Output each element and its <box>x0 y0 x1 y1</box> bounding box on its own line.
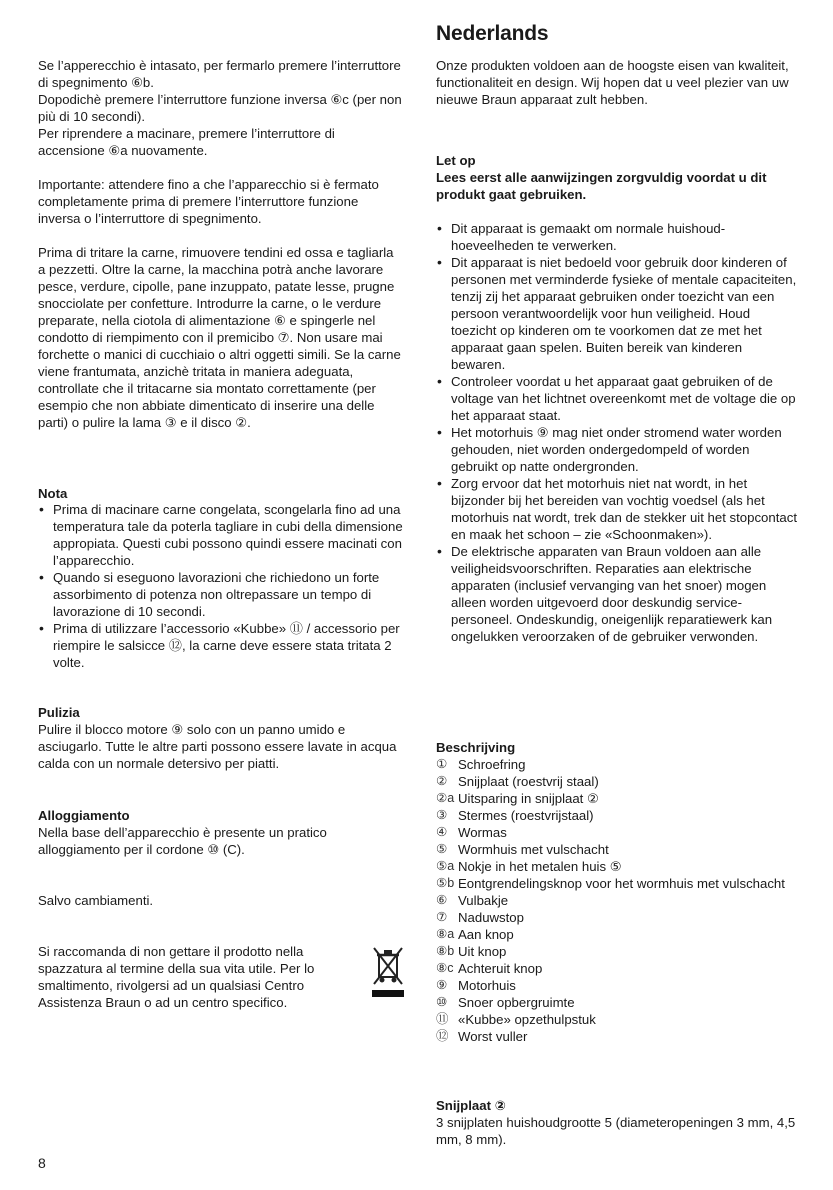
paragraph: Dopodichè premere l’interruttore funzione inversa ⑥c (per non più di 10 secondi). <box>38 92 402 124</box>
list-item <box>436 977 798 994</box>
part-label: Wormas <box>458 825 507 840</box>
part-number: ① <box>436 757 448 771</box>
part-label: Worst vuller <box>458 1029 528 1044</box>
list-item <box>436 807 798 824</box>
part-label: Aan knop <box>458 927 514 942</box>
list-item <box>436 960 798 977</box>
page-number: 8 <box>38 1155 46 1171</box>
part-label: Snoer opbergruimte <box>458 995 575 1010</box>
crossed-out-wheelie-bin-icon <box>371 944 405 1000</box>
list-item <box>436 875 798 892</box>
list-item: • Prima di utilizzare l’accessorio «Kubbe» ⑪ / accessorio per riempire le salsicce ⑫, la carne deve essere stata tritata 2 volte. <box>38 620 403 671</box>
list-item: • Quando si eseguono lavorazioni che richiedono un forte assorbimento di potenza non oltrepassare un tempo di lavorazione di 10 secondi. <box>38 569 403 620</box>
part-number: ⑧c <box>436 961 454 975</box>
snijplaat-heading: Snijplaat ② <box>436 1098 506 1113</box>
list-item <box>436 994 798 1011</box>
list-item <box>436 892 798 909</box>
pulizia-heading: Pulizia <box>38 705 80 720</box>
list-item <box>436 841 798 858</box>
part-label: Naduwstop <box>458 910 524 925</box>
part-number: ⑧b <box>436 944 455 958</box>
alloggiamento-heading: Alloggiamento <box>38 808 130 823</box>
alloggiamento-text: Nella base dell’apparecchio è presente un pratico alloggiamento per il cordone ⑩ (C). <box>38 825 327 857</box>
list-item <box>436 824 798 841</box>
list-item: • De elektrische apparaten van Braun voldoen aan alle veiligheidsvoorschriften. Reparaties aan elektrische apparaten (inclusief vervanging van het snoer) mogen alleen worden uitgevoerd door deskundig service-personeel. Ondeskundig, oneigenlijk reparatiewerk kan ongelukken veroorzaken of de gebruiker verwonden. <box>436 543 798 645</box>
part-number: ⑨ <box>436 978 448 992</box>
part-number: ⑧a <box>436 927 455 941</box>
part-number: ⑦ <box>436 910 448 924</box>
part-number: ④ <box>436 825 448 839</box>
pulizia-text: Pulire il blocco motore ⑨ solo con un panno umido e asciugarlo. Tutte le altre parti possono essere lavate in acqua calda con un normale detersivo per piatti. <box>38 722 397 771</box>
list-item: • Dit apparaat is niet bedoeld voor gebruik door kinderen of personen met verminderde fysieke of mentale capaciteiten, tenzij zij het apparaat gebruiken onder toezicht van een persoon verantwoordelijk voor hun veiligheid. Houd toezicht op kinderen om te voorkomen dat ze met het apparaat gaan spelen. Buiten bereik van kinderen bewaren. <box>436 254 798 373</box>
nota-heading: Nota <box>38 486 68 501</box>
safety-list <box>436 220 798 645</box>
list-item <box>436 1028 798 1045</box>
jam-instructions <box>38 57 403 159</box>
beschrijving-heading: Beschrijving <box>436 740 516 755</box>
part-label: Vulbakje <box>458 893 509 908</box>
part-label: «Kubbe» opzethulpstuk <box>458 1012 596 1027</box>
part-label: Wormhuis met vulschacht <box>458 842 609 857</box>
paragraph: Per riprendere a macinare, premere l’interruttore di accensione ⑥a nuovamente. <box>38 126 335 158</box>
part-number: ⑪ <box>436 1012 449 1026</box>
list-item <box>436 756 798 773</box>
intro-text: Onze produkten voldoen aan de hoogste eisen van kwaliteit, functionaliteit en design. Wij hopen dat u veel plezier van uw nieuwe Braun apparaat zult hebben. <box>436 58 789 107</box>
list-item: • Het motorhuis ⑨ mag niet onder stromend water worden gehouden, niet worden ondergedompeld of worden gebruikt op natte ondergronden. <box>436 424 798 475</box>
part-number: ② <box>436 774 448 788</box>
part-number: ⑩ <box>436 995 448 1009</box>
part-number: ②a <box>436 791 455 805</box>
part-label: Uit knop <box>458 944 507 959</box>
list-item <box>436 1011 798 1028</box>
page-title: Nederlands <box>436 22 549 45</box>
list-item: • Zorg ervoor dat het motorhuis niet nat wordt, in het bijzonder bij het bereiden van vochtig voedsel (als het motorhuis nat wordt, trek dan de stekker uit het stopcontact en maak het schoon – zie «Schoonmaken»). <box>436 475 798 543</box>
part-label: Motorhuis <box>458 978 516 993</box>
list-item <box>436 926 798 943</box>
list-item: • Controleer voordat u het apparaat gaat gebruiken of de voltage van het lichtnet overeenkomt met de voltage die op het apparaat staat. <box>436 373 798 424</box>
parts-list <box>436 756 798 1045</box>
list-item <box>436 773 798 790</box>
important-note: Importante: attendere fino a che l’apparecchio si è fermato completamente prima di premere l’interruttore funzione inversa o l’interruttore di spegnimento. <box>38 177 379 226</box>
let-op-subtitle: Lees eerst alle aanwijzingen zorgvuldig voordat u dit produkt gaat gebruiken. <box>436 170 767 202</box>
part-number: ③ <box>436 808 448 822</box>
let-op-heading: Let op <box>436 153 476 168</box>
part-label: Stermes (roestvrijstaal) <box>458 808 594 823</box>
part-label: Achteruit knop <box>458 961 543 976</box>
part-number: ⑤ <box>436 842 448 856</box>
nota-list <box>38 501 403 671</box>
paragraph: Se l’apperecchio è intasato, per fermarlo premere l’interruttore di spegnimento ⑥b. <box>38 58 401 90</box>
snijplaat-text: 3 snijplaten huishoudgrootte 5 (diameteropeningen 3 mm, 4,5 mm, 8 mm). <box>436 1115 796 1147</box>
part-number: ⑫ <box>436 1029 449 1043</box>
list-item: • Dit apparaat is gemaakt om normale huishoud-hoeveelheden te verwerken. <box>436 220 798 254</box>
part-label: Nokje in het metalen huis ⑤ <box>458 859 622 874</box>
list-item <box>436 790 798 807</box>
part-label: Schroefring <box>458 757 526 772</box>
part-number: ⑤a <box>436 859 455 873</box>
list-item <box>436 858 798 875</box>
list-item <box>436 943 798 960</box>
list-item <box>436 909 798 926</box>
part-number: ⑥ <box>436 893 448 907</box>
mincing-instructions: Prima di tritare la carne, rimuovere tendini ed ossa e tagliarla a pezzetti. Oltre la carne, la macchina potrà anche lavorare pesce, verdure, cipolle, pane inzuppato, patate lesse, prugne snocciolate per confetture. Introdurre la carne, o le verdure preparate, nella ciotola di alimentazione ⑥ e spingerle nel condotto di riempimento con il premicibo ⑦. Non usare mai forchette o manici di cucchiaio o altri oggetti simili. Se la carne viene frantumata, anzichè tritata in maniera adeguata, controllate che il tritacarne sia montato correttamente (per esempio che non abbiate dimenticato di inserire una delle parti) o pulire la lama ③ e il disco ②. <box>38 245 401 430</box>
part-label: Snijplaat (roestvrij staal) <box>458 774 599 789</box>
disposal-text: Si raccomanda di non gettare il prodotto nella spazzatura al termine della sua vita utile. Per lo smaltimento, rivolgersi ad un qualsiasi Centro Assistenza Braun o ad un centro specifico. <box>38 944 315 1010</box>
list-item: • Prima di macinare carne congelata, scongelarla fino ad una temperatura tale da poterla tagliare in cubi della dimensione appropiata. Questi cubi possono quindi essere macinati con l’apparecchio. <box>38 501 403 569</box>
part-label: Eontgrendelingsknop voor het wormhuis met vulschacht <box>458 876 785 891</box>
part-label: Uitsparing in snijplaat ② <box>458 791 599 806</box>
subject-to-change: Salvo cambiamenti. <box>38 893 154 908</box>
part-number: ⑤b <box>436 876 455 890</box>
